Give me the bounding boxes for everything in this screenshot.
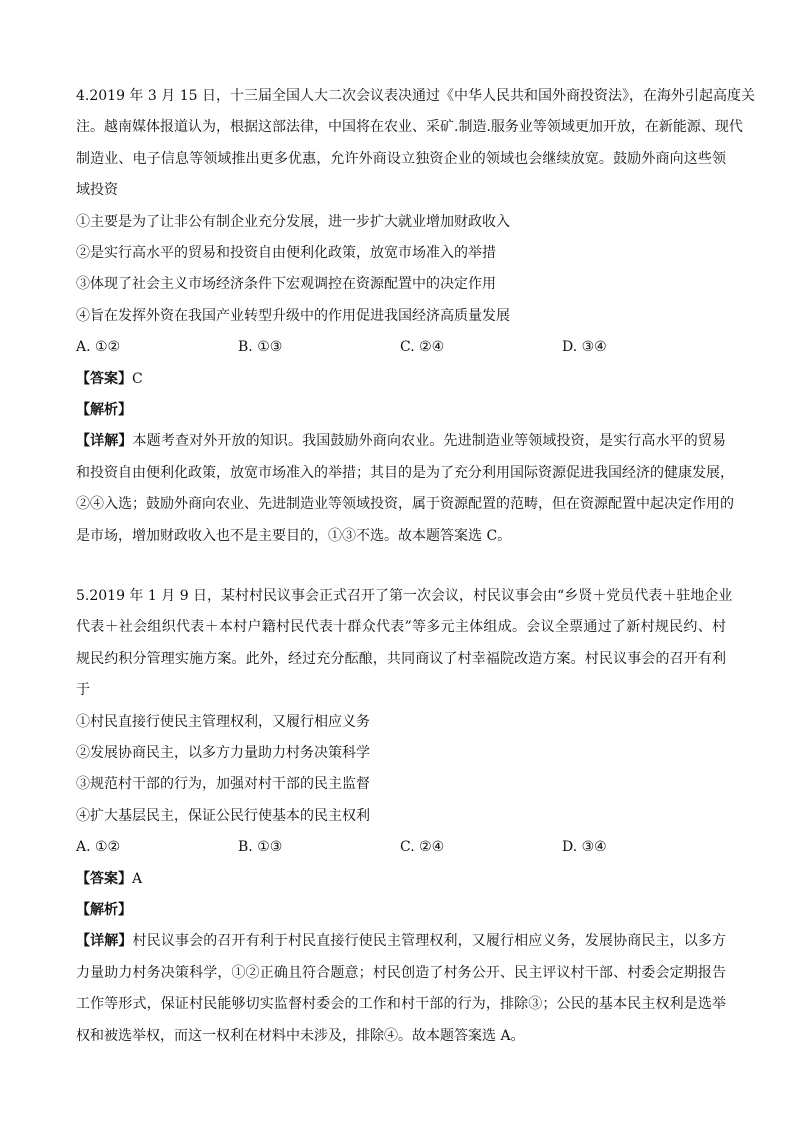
detail-label: 【详解】 [76,933,133,950]
answer-choices [76,832,726,863]
choice-c: C. ②④ [400,839,445,856]
statement-item: ③体现了社会主义市场经济条件下宏观调控在资源配置中的决定作用 [76,276,496,293]
question-5 [76,581,733,1052]
analysis-label: 【解析】 [76,402,132,419]
answer-line [76,364,726,395]
detail-line [76,926,726,957]
detail-label: 【详解】 [76,433,133,450]
choice-c: C. ②④ [400,339,445,356]
choice-a: A. ①② [76,839,121,856]
detail-text: 村民议事会的召开有利于村民直接行使民主管理权利，又履行相应义务，发展协商民主，以多方 [132,933,727,950]
question-stem-line: 域投资 [76,182,118,199]
answer-label: 【答案】 [76,870,132,887]
statement-item: ④旨在发挥外资在我国产业转型升级中的作用促进我国经济高质量发展 [76,307,510,324]
answer-choices [76,332,726,363]
statement-item: ②发展协商民主，以多方力量助力村务决策科学 [76,745,370,762]
choice-d: D. ③④ [562,339,607,356]
question-stem-line: 代表＋社会组织代表＋本村户籍村民代表十群众代表”等多元主体组成。会议全票通过了新村规民约、村 [76,619,726,636]
detail-line: 力量助力村务决策科学，①②正确且符合题意；村民创造了村务公开、民主评议村干部、村委会定期报告 [76,964,726,981]
question-4 [76,81,755,552]
answer-line [76,864,726,895]
choice-b: B. ①③ [238,839,283,856]
detail-line: 权和被选举权，而这一权利在材料中未涉及，排除④。故本题答案选 A。 [76,1027,525,1044]
statement-item: ②是实行高水平的贸易和投资自由便利化政策，放宽市场准入的举措 [76,245,496,262]
choice-d: D. ③④ [562,839,607,856]
statement-item: ④扩大基层民主，保证公民行使基本的民主权利 [76,807,370,824]
choice-b: B. ①③ [238,339,283,356]
detail-line [76,426,726,457]
choice-a: A. ①② [76,339,121,356]
statement-item: ③规范村干部的行为，加强对村干部的民主监督 [76,776,370,793]
detail-line: 工作等形式，保证村民能够切实监督村委会的工作和村干部的行为，排除③；公民的基本民主权利是选举 [76,996,726,1013]
detail-line: 和投资自由便利化政策，放宽市场准入的举措；其目的是为了充分利用国际资源促进我国经济的健康发展， [76,464,734,481]
question-stem-line: 制造业、电子信息等领域推出更多优惠，允许外商设立独资企业的领域也会继续放宽。鼓励外商向这些领 [76,150,726,167]
question-stem-line: 于 [76,682,90,699]
detail-line: 是市场，增加财政收入也不是主要目的，①③不选。故本题答案选 C。 [76,527,512,544]
answer-label: 【答案】 [76,370,132,387]
question-stem-line: 注。越南媒体报道认为，根据这部法律，中国将在农业、采矿.制造.服务业等领域更加开放，在新能源、现代 [76,119,743,136]
analysis-label: 【解析】 [76,902,132,919]
question-stem-line: 4.2019 年 3 月 15 日，十三届全国人大二次会议表决通过《中华人民共和国外商投资法》，在海外引起高度关 [76,88,755,104]
statement-item: ①主要是为了让非公有制企业充分发展，进一步扩大就业增加财政收入 [76,213,510,230]
answer-value: A [132,870,143,887]
answer-value: C [132,370,143,387]
detail-text: 本题考查对外开放的知识。我国鼓励外商向农业。先进制造业等领域投资，是实行高水平的贸易 [132,433,727,450]
question-stem-line: 规民约积分管理实施方案。此外，经过充分酝酿，共同商议了村幸福院改造方案。村民议事会的召开有利 [76,650,726,667]
statement-item: ①村民直接行使民主管理权利，又履行相应义务 [76,713,370,730]
detail-line: ②④入选；鼓励外商向农业、先进制造业等领域投资，属于资源配置的范畴，但在资源配置中起决定作用的 [76,496,734,513]
question-stem-line: 5.2019 年 1 月 9 日，某村村民议事会正式召开了第一次会议，村民议事会由“乡贤＋党员代表＋驻地企业 [76,588,733,604]
